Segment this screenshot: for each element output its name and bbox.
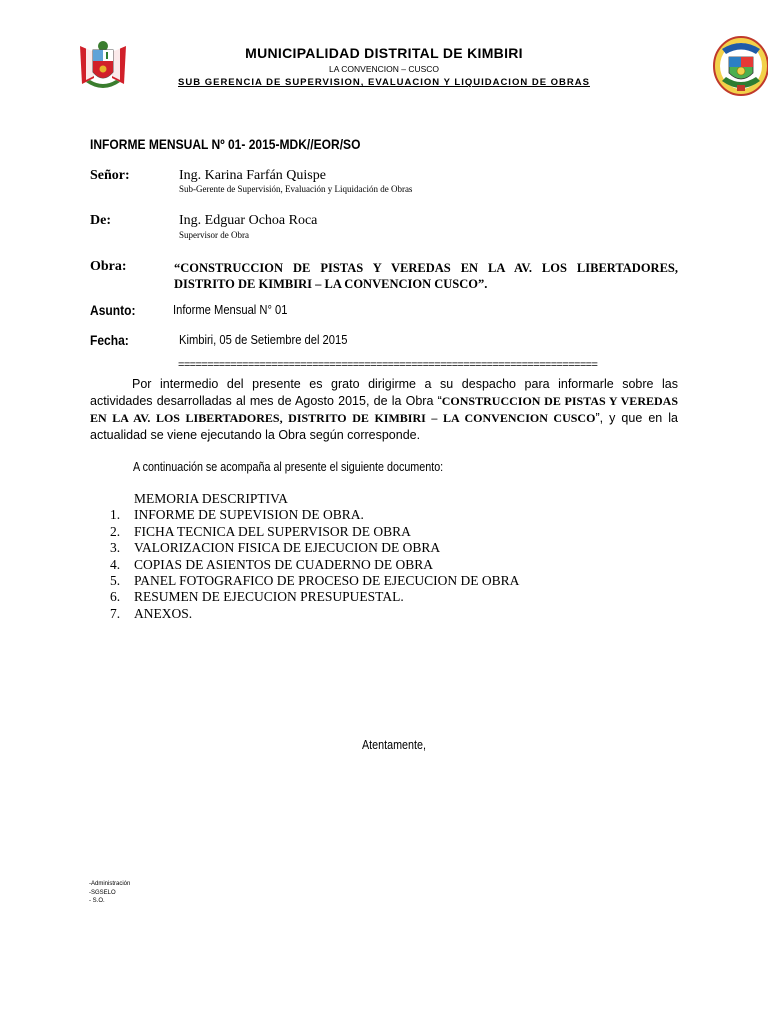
body-paragraph xyxy=(90,376,678,444)
list-item: 5. PANEL FOTOGRAFICO DE PROCESO DE EJECUCION DE OBRA xyxy=(110,573,520,589)
municipality-title: MUNICIPALIDAD DISTRITAL DE KIMBIRI xyxy=(245,45,523,61)
cc-list xyxy=(89,880,130,906)
list-item: 1. INFORME DE SUPEVISION DE OBRA. xyxy=(110,507,364,523)
recipient-role: Sub-Gerente de Supervisión, Evaluación y Liquidación de Obras xyxy=(179,184,413,194)
attachments-intro: A continuación se acompaña al presente el siguiente documento: xyxy=(133,460,444,474)
asunto-label: Asunto: xyxy=(90,302,136,318)
fecha-value: Kimbiri, 05 de Setiembre del 2015 xyxy=(179,332,348,347)
fecha-label: Fecha: xyxy=(90,332,129,348)
sender-name: Ing. Edguar Ochoa Roca xyxy=(179,213,318,228)
recipient-name: Ing. Karina Farfán Quispe xyxy=(179,168,326,183)
location-subtitle: LA CONVENCION – CUSCO xyxy=(328,64,440,74)
sender-role: Supervisor de Obra xyxy=(179,230,249,240)
senor-label: Señor: xyxy=(90,168,130,183)
list-item: 7. ANEXOS. xyxy=(110,605,193,621)
closing-text: Atentamente, xyxy=(362,738,426,752)
cc-item: - S.O. xyxy=(89,898,105,904)
body-text-start: Por intermedio del presente es grato dirigirme a su despacho para informarle sobre las actividades desarrolladas al mes de Agosto 2015, de la Obra “ xyxy=(90,377,678,408)
documents-list xyxy=(110,491,519,622)
obra-label: Obra: xyxy=(90,259,127,274)
cc-item: -SGSELO xyxy=(89,889,116,896)
list-item: 2. FICHA TECNICA DEL SUPERVISOR DE OBRA xyxy=(110,523,411,539)
asunto-value: Informe Mensual N° 01 xyxy=(173,302,288,317)
de-label: De: xyxy=(90,213,111,228)
list-item: 6. RESUMEN DE EJECUCION PRESUPUESTAL. xyxy=(110,589,404,605)
department-subtitle: SUB GERENCIA DE SUPERVISION, EVALUACION Y LIQUIDACION DE OBRAS xyxy=(178,77,590,88)
list-heading: MEMORIA DESCRIPTIVA xyxy=(134,491,288,506)
report-title: INFORME MENSUAL Nº 01- 2015-MDK//EOR/SO xyxy=(90,136,361,152)
divider-line: ======================================================================== xyxy=(178,359,598,371)
body-text-end: ”, y que en la actualidad se viene ejecutando la Obra según corresponde. xyxy=(90,411,678,442)
list-item: 3. VALORIZACION FISICA DE EJECUCION DE OBRA xyxy=(110,540,441,556)
body-obra-name: CONSTRUCCION DE PISTAS Y VEREDAS EN LA AV. LOS LIBERTADORES, DISTRITO DE KIMBIRI – LA CONVENCION CUSCO xyxy=(90,394,678,425)
list-item: 4. COPIAS DE ASIENTOS DE CUADERNO DE OBRA xyxy=(110,556,434,572)
cc-item: -Administración xyxy=(89,881,131,887)
obra-description: “CONSTRUCCION DE PISTAS Y VEREDAS EN LA AV. LOS LIBERTADORES, DISTRITO DE KIMBIRI – LA CONVENCION CUSCO”. xyxy=(174,261,678,291)
